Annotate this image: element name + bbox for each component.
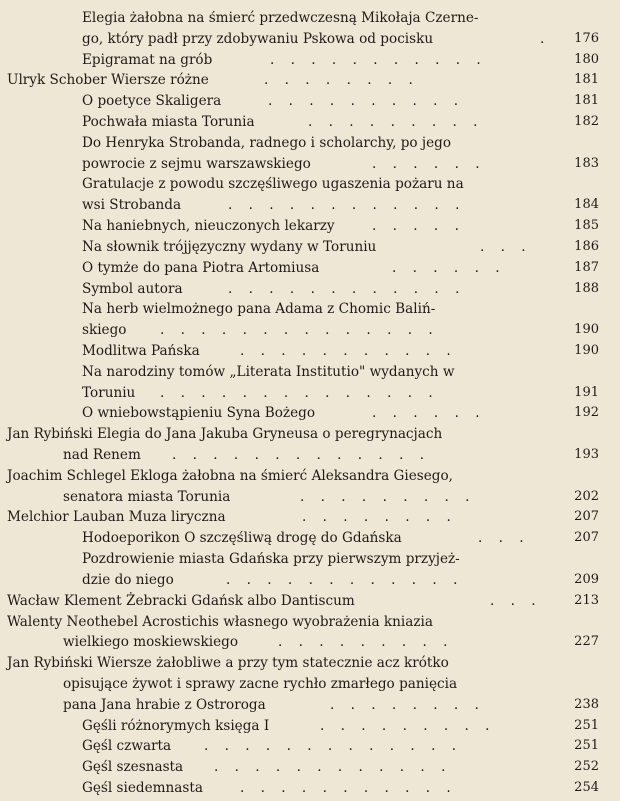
page-number: 180 <box>574 52 599 67</box>
toc-line <box>0 487 620 507</box>
toc-line <box>0 778 620 798</box>
toc-line <box>0 716 620 736</box>
toc-entry-text: senatora miasta Torunia <box>63 489 231 505</box>
toc-line <box>0 403 620 423</box>
toc-entry-text: Symbol autora <box>82 281 183 297</box>
toc-line <box>0 632 620 652</box>
page-number: 190 <box>574 343 599 358</box>
page-number: 227 <box>574 634 599 649</box>
leader-dots: . . . . . . . . . . . . <box>214 759 452 775</box>
toc-entry-text: Melchior Lauban Muza liryczna <box>7 509 226 525</box>
toc-line <box>0 424 620 444</box>
toc-entry-text: Ulryk Schober Wiersze różne <box>7 72 209 88</box>
toc-line <box>0 674 620 694</box>
toc-line <box>0 383 620 403</box>
toc-line <box>0 736 620 756</box>
leader-dots: . <box>540 31 545 47</box>
toc-entry-text: Joachim Schlegel Ekloga żałobna na śmierć Aleksandra Giesego, <box>7 468 453 484</box>
toc-line <box>0 570 620 590</box>
toc-line <box>0 612 620 632</box>
page-number: 176 <box>574 31 599 46</box>
toc-entry-text: Toruniu <box>82 385 136 401</box>
leader-dots: . . . . . . . . . <box>300 489 476 505</box>
toc-entry-text: Hodoeporikon O szczęśliwą drogę do Gdańska <box>82 530 402 546</box>
toc-entry-text: Na narodziny tomów „Literata Institutio" wydanych w <box>82 364 455 380</box>
page-number: 181 <box>574 93 599 108</box>
toc-line <box>0 320 620 340</box>
toc-entry-text: O tymże do pana Piotra Artomiusa <box>82 260 320 276</box>
page-number: 209 <box>574 572 599 587</box>
toc-entry-text: Na haniebnych, nieuczonych lekarzy <box>82 218 335 234</box>
toc-line <box>0 174 620 194</box>
leader-dots: . . . . . . . . . . . . <box>226 572 464 588</box>
toc-line <box>0 653 620 673</box>
toc-entry-text: dzie do niego <box>82 572 174 588</box>
toc-line <box>0 237 620 257</box>
toc-entry-text: pana Jana hrabie z Ostroroga <box>63 697 266 713</box>
toc-line <box>0 757 620 777</box>
toc-entry-text: opisujące żywot i sprawy zacne rychło zmarłego panięcia <box>63 676 458 692</box>
page-number: 183 <box>574 156 599 171</box>
toc-entry-text: Jan Rybiński Wiersze żałobliwe a przy tym statecznie acz krótko <box>7 655 449 671</box>
toc-line <box>0 299 620 319</box>
page-number: 254 <box>574 780 599 795</box>
page-number: 182 <box>574 114 599 129</box>
leader-dots: . . . . . . . . . <box>320 718 496 734</box>
toc-entry-text: Elegia żałobna na śmierć przedwczesną Mikołaja Czerne- <box>82 10 479 26</box>
page-number: 187 <box>574 260 599 275</box>
toc-entry-text: nad Renem <box>63 447 141 463</box>
toc-line <box>0 8 620 28</box>
toc-line <box>0 445 620 465</box>
page-number: 238 <box>574 697 599 712</box>
leader-dots: . . . . . . . . . . . <box>240 780 457 796</box>
toc-entry-text: wielkiego moskiewskiego <box>63 634 239 650</box>
leader-dots: . . . . . . . . . . . <box>270 52 487 68</box>
toc-line <box>0 279 620 299</box>
toc-line <box>0 91 620 111</box>
toc-line <box>0 507 620 527</box>
toc-line <box>0 549 620 569</box>
leader-dots: . . . . . . . . . . . . . . <box>160 322 439 338</box>
leader-dots: . . . . . . . . . . . . . <box>172 447 431 463</box>
leader-dots: . . . . . . . . . <box>278 634 454 650</box>
leader-dots: . . . . . . . . . . . <box>240 343 457 359</box>
toc-line <box>0 112 620 132</box>
toc-line <box>0 341 620 361</box>
page-number: 188 <box>574 281 599 296</box>
toc-entry-text: Pochwała miasta Torunia <box>82 114 255 130</box>
toc-entry-text: Gęśli różnorymych księga I <box>82 718 270 734</box>
toc-line <box>0 70 620 90</box>
leader-dots: . . . . . . . . . . . . <box>228 281 466 297</box>
toc-entry-text: Gratulacje z powodu szczęśliwego ugaszenia pożaru na <box>82 176 464 192</box>
toc-entry-text: Gęśl czwarta <box>82 738 172 754</box>
toc-entry-text: Na herb wielmożnego pana Adama z Chomic Baliń- <box>82 301 436 317</box>
toc-line <box>0 216 620 236</box>
toc-entry-text: skiego <box>82 322 127 338</box>
toc-line <box>0 50 620 70</box>
page-number: 202 <box>574 489 599 504</box>
page-number: 207 <box>574 509 599 524</box>
page-number: 251 <box>574 718 599 733</box>
page-number: 207 <box>574 530 599 545</box>
toc-entry-text: Gęśl szesnasta <box>82 759 184 775</box>
leader-dots: . . . . . . <box>392 260 506 276</box>
page-number: 251 <box>574 738 599 753</box>
toc-entry-text: go, który padł przy zdobywaniu Pskowa od pocisku <box>82 31 434 47</box>
toc-entry-text: Jan Rybiński Elegia do Jana Jakuba Gryneusa o peregrynacjach <box>7 426 443 442</box>
toc-line <box>0 154 620 174</box>
toc-entry-text: wsi Strobanda <box>82 197 182 213</box>
leader-dots: . . . . . . <box>372 156 486 172</box>
leader-dots: . . . <box>478 530 530 546</box>
toc-line <box>0 195 620 215</box>
toc-line <box>0 133 620 153</box>
page-number: 193 <box>574 447 599 462</box>
page-number: 190 <box>574 322 599 337</box>
page-number: 191 <box>574 385 599 400</box>
leader-dots: . . . . . . . . <box>330 697 485 713</box>
leader-dots: . . . <box>490 593 542 609</box>
toc-entry-text: Gęśl siedemnasta <box>82 780 203 796</box>
toc-entry-text: O poetyce Skaligera <box>82 93 222 109</box>
leader-dots: . . . . . . . . <box>264 72 419 88</box>
toc-entry-text: Modlitwa Pańska <box>82 343 200 359</box>
leader-dots: . . . . . . . . . . . . <box>228 197 466 213</box>
page-number: 186 <box>574 239 599 254</box>
toc-line <box>0 591 620 611</box>
toc-line <box>0 528 620 548</box>
toc-line <box>0 466 620 486</box>
toc-entry-text: Do Henryka Strobanda, radnego i scholarchy, po jego <box>82 135 452 151</box>
leader-dots: . . . <box>480 239 532 255</box>
toc-entry-text: Walenty Neothebel Acrostichis własnego wyobrażenia kniazia <box>7 614 433 630</box>
toc-line <box>0 695 620 715</box>
leader-dots: . . . . . . . . <box>302 509 457 525</box>
leader-dots: . . . . . . . . . <box>308 114 484 130</box>
toc-line <box>0 258 620 278</box>
toc-entry-text: powrocie z sejmu warszawskiego <box>82 156 311 172</box>
page-number: 213 <box>574 593 599 608</box>
toc-line <box>0 29 620 49</box>
page-number: 192 <box>574 405 599 420</box>
leader-dots: . . . . . . . . . . . . . <box>204 738 463 754</box>
toc-line <box>0 362 620 382</box>
page-number: 252 <box>574 759 599 774</box>
toc-entry-text: O wniebowstąpieniu Syna Bożego <box>82 405 316 421</box>
toc-entry-text: Na słownik trójjęzyczny wydany w Toruniu <box>82 239 377 255</box>
page-number: 184 <box>574 197 599 212</box>
page-number: 185 <box>574 218 599 233</box>
page-number: 181 <box>574 72 599 87</box>
leader-dots: . . . . . . . . . . . . . . <box>160 385 439 401</box>
leader-dots: . . . . . . <box>372 405 486 421</box>
leader-dots: . . . . . . . . . . <box>268 93 465 109</box>
toc-entry-text: Epigramat na grób <box>82 52 213 68</box>
leader-dots: . . . . . <box>372 218 465 234</box>
toc-entry-text: Wacław Klement Żebracki Gdańsk albo Dantiscum <box>7 593 355 609</box>
toc-entry-text: Pozdrowienie miasta Gdańska przy pierwszym przyjeż- <box>82 551 460 567</box>
